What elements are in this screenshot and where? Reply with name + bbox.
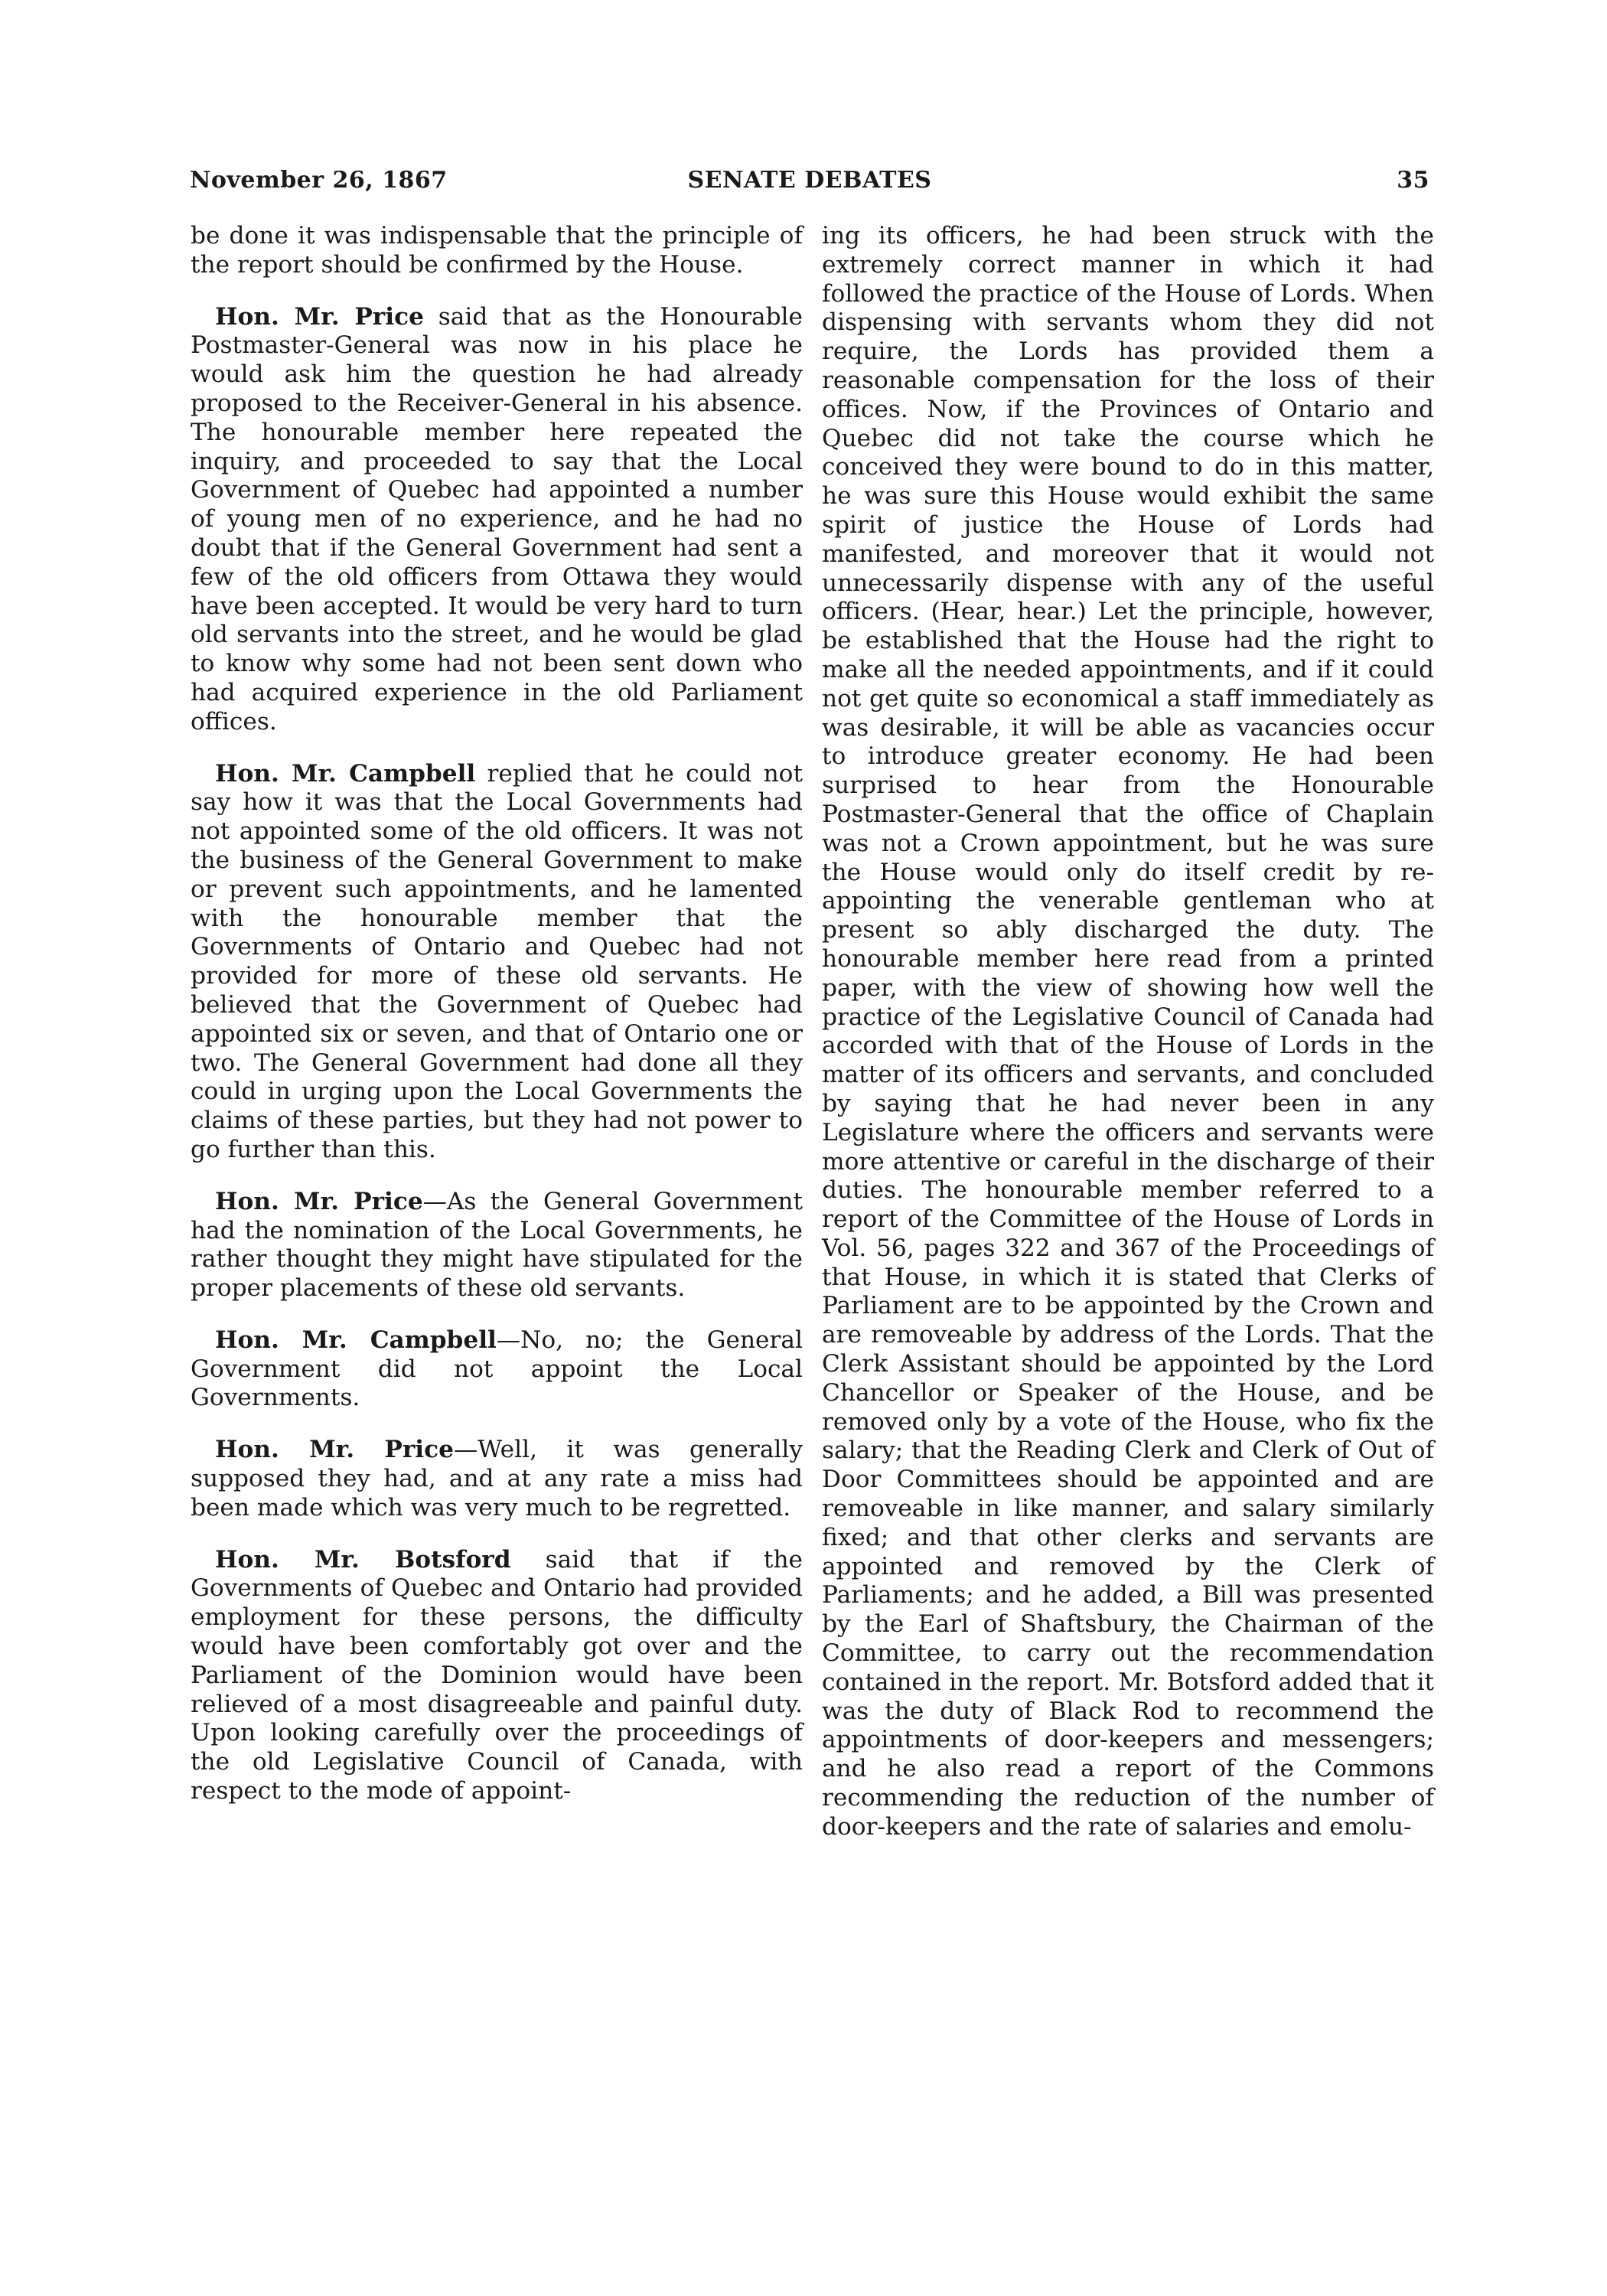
header-title: SENATE DEBATES <box>687 167 932 194</box>
speaker-name: Hon. Mr. Campbell <box>215 759 476 788</box>
left-column <box>191 222 803 1829</box>
paragraph-text: —No, no; the General Government did not appoint the Local Governments. <box>191 1326 803 1412</box>
paragraph-text: —As the General Government had the nomination of the Local Governments, he rather thought they might have stipulated for the proper placements of these old servants. <box>191 1187 803 1303</box>
speaker-name: Hon. Mr. Botsford <box>215 1545 511 1574</box>
speaker-name: Hon. Mr. Campbell <box>215 1326 497 1354</box>
paragraph-botsford <box>191 1546 803 1806</box>
paragraph-text: —Well, it was generally supposed they had, and at any rate a miss had been made which was very much to be regretted. <box>191 1436 803 1521</box>
speaker-name: Hon. Mr. Price <box>215 1187 423 1215</box>
paragraph-price-question <box>191 303 803 737</box>
header-date: November 26, 1867 <box>190 167 448 194</box>
speaker-name: Hon. Mr. Price <box>215 302 424 331</box>
paragraph-price-followup <box>191 1436 803 1522</box>
paragraph-botsford-continued: ing its officers, he had been struck with the extremely correct manner in which it had followed the practice of the House of Lords. When dispensing with servants whom they did not require, the Lords has provided them a reasonable compensation for the loss of their offices. Now, if the Provinces of Ontario and Quebec did not take the course which he conceived they were bound to do in this matter, he was sure this House would exhibit the same spirit of justice the House of Lords had manifested, and moreover that it would not unnecessarily dispense with any of the useful officers. (Hear, hear.) Let the principle, however, be established that the House had the right to make all the needed appointments, and if it could not get quite so economical a staff immediately as was desirable, it will be able as vacancies occur to introduce greater economy. He had been surprised to hear from the Honourable Postmaster-General that the office of Chaplain was not a Crown appointment, but he was sure the House would only do itself credit by re-appointing the venerable gentleman who at present so ably discharged the duty. The honourable member here read from a printed paper, with the view of showing how well the practice of the Legislative Council of Canada had accorded with that of the House of Lords in the matter of its officers and servants, and concluded by saying that he had never been in any Legislature where the officers and servants were more attentive or careful in the discharge of their duties. The honourable member referred to a report of the Committee of the House of Lords in Vol. 56, pages 322 and 367 of the Proceedings of that House, in which it is stated that Clerks of Parliament are to be appointed by the Crown and are removeable by address of the Lords. That the Clerk Assistant should be appointed by the Lord Chancellor or Speaker of the House, and be removed only by a vote of the House, who fix the salary; that the Reading Clerk and Clerk of Out of Door Committees should be appointed and are removeable in like manner, and salary similarly fixed; and that other clerks and servants are appointed and removed by the Clerk of Parliaments; and he added, a Bill was presented by the Earl of Shaftsbury, the Chairman of the Committee, to carry out the recommendation contained in the report. Mr. Botsford added that it was the duty of Black Rod to recommend the appointments of door-keepers and messengers; and he also read a report of the Commons recommending the reduction of the number of door-keepers and the rate of salaries and emolu- <box>822 222 1434 1841</box>
paragraph-continuation: be done it was indispensable that the principle of the report should be confirmed by the House. <box>191 222 803 279</box>
paragraph-campbell-reply <box>191 760 803 1165</box>
paragraph-text: said that if the Governments of Quebec and Ontario had provided employment for these persons, the difficulty would have been comfortably got over and the Parliament of the Dominion would have been relieved of a most disagreeable and painful duty. Upon looking carefully over the proceedings of the old Legislative Council of Canada, with respect to the mode of appoint- <box>191 1545 804 1805</box>
speaker-name: Hon. Mr. Price <box>215 1436 454 1464</box>
page-header <box>190 167 1429 205</box>
paragraph-price-remark <box>191 1188 803 1303</box>
page-number: 35 <box>1397 167 1429 194</box>
right-column <box>822 222 1434 1865</box>
paragraph-campbell-answer <box>191 1326 803 1413</box>
paragraph-text: said that as the Honourable Postmaster-General was now in his place he would ask him the question he had already proposed to the Receiver-General in his absence. The honourable member here repeated the inquiry, and proceeded to say that the Local Government of Quebec had appointed a number of young men of no experience, and he had no doubt that if the General Government had sent a few of the old officers from Ottawa they would have been accepted. It would be very hard to turn old servants into the street, and he would be glad to know why some had not been sent down who had acquired experience in the old Parliament offices. <box>191 302 803 735</box>
paragraph-text: replied that he could not say how it was that the Local Governments had not appointed some of the old officers. It was not the business of the General Government to make or prevent such appointments, and he lamented with the honourable member that the Governments of Ontario and Quebec had not provided for more of these old servants. He believed that the Government of Quebec had appointed six or seven, and that of Ontario one or two. The General Government had done all they could in urging upon the Local Governments the claims of these parties, but they had not power to go further than this. <box>191 759 803 1163</box>
